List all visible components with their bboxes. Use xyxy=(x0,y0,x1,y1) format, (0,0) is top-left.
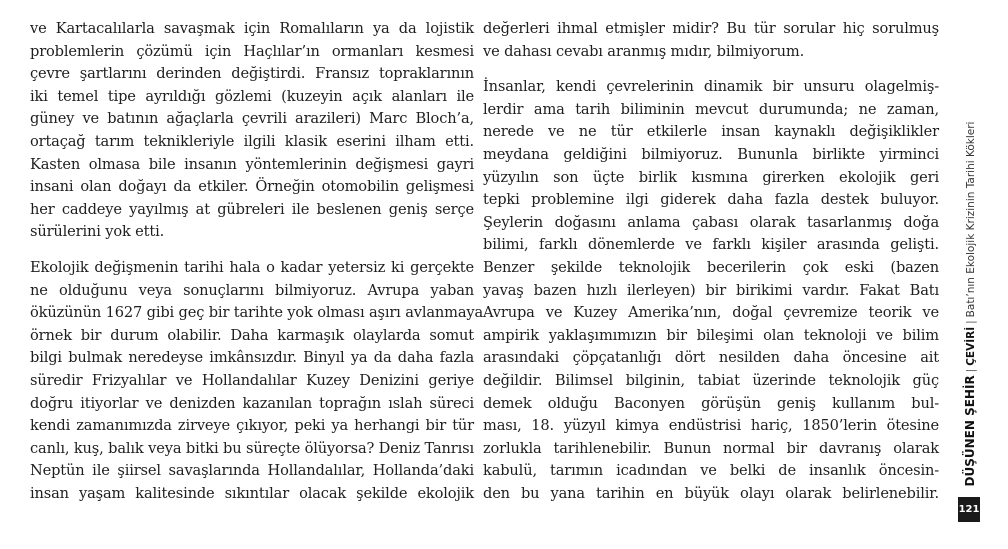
text-line: doğru itiyorlar ve denizden kazanılan toprağın ıslah süreci xyxy=(30,394,474,412)
text-line: demek olduğu Baconyen görüşün geniş kullanım bul- xyxy=(483,394,939,412)
text-line: kendi zamanımızda zirveye çıkıyor, peki ya herhangi bir tür xyxy=(30,417,474,435)
text-line: ması, 18. yüzyıl kimya endüstrisi hariç, 1850’lerin ötesine xyxy=(483,417,939,435)
separator: | xyxy=(965,368,977,373)
text-line: Kasten olmasa bile insanın yöntemlerinin değişmesi gayri xyxy=(30,155,474,173)
text-line: tepki problemine ilgi giderek daha fazla destek buluyor. xyxy=(483,191,939,209)
text-line: den bu yana tarihin en büyük olayı olarak belirlenebilir. xyxy=(483,484,939,502)
text-line: bilimi, farklı dönemlerde ve farklı kişiler arasında gelişti. xyxy=(483,236,939,254)
text-line: çevre şartlarını derinden değiştirdi. Fransız topraklarının xyxy=(30,65,474,83)
text-line: insani olan doğayı da etkiler. Örneğin otomobilin gelişmesi xyxy=(30,178,474,196)
text-line: yavaş bazen hızlı ilerleyen) bir birikimi vardır. Fakat Batı xyxy=(483,281,939,299)
text-line: değerleri ihmal etmişler midir? Bu tür sorular hiç sorulmuş xyxy=(483,20,939,37)
text-line: örnek bir durum olabilir. Daha karmaşık olaylarda somut xyxy=(30,326,474,344)
text-line: ortaçağ tarım teknikleriyle ilgili klasik eserini ilham etti. xyxy=(30,132,474,150)
text-line: güney ve batının ağaçlarla çevrili arazileri) Marc Bloch’a, xyxy=(30,110,474,128)
right-paragraph-2 xyxy=(483,76,939,505)
text-line: ve Kartacalılarla savaşmak için Romalıların ya da lojistik xyxy=(30,20,474,37)
text-line: İnsanlar, kendi çevrelerinin dinamik bir unsuru olagelmiş- xyxy=(483,78,939,96)
text-line: her caddeye yayılmış at gübreleri ile beslenen geniş serçe xyxy=(30,200,474,218)
page-number: 121 xyxy=(958,497,980,522)
text-line: insan yaşam kalitesinde sıkıntılar olacak şekilde ekolojik xyxy=(30,484,474,502)
text-line: canlı, kuş, balık veya bitki bu süreçte ölüyorsa? Deniz Tanrısı xyxy=(30,439,474,457)
text-line: ve dahası cevabı aranmış mıdır, bilmiyorum. xyxy=(483,42,805,60)
text-line: iki temel tipe ayrıldığı gözlemi (kuzeyin açık alanları ile xyxy=(30,87,474,105)
running-header xyxy=(963,122,977,487)
article-title: Batı’nın Ekolojik Krizinin Tarihi Kökleri xyxy=(965,121,977,318)
text-line: lerdir ama tarih biliminin mevcut durumunda; ne zaman, xyxy=(483,100,939,118)
text-line: problemlerin çözümü için Haçlılar’ın ormanları kesmesi xyxy=(30,42,474,60)
text-line: kabulü, tarımın icadından ve belki de insanlık öncesin- xyxy=(483,462,939,480)
separator: | xyxy=(965,320,977,324)
text-line: Şeylerin doğasını anlama çabası olarak tasarlanmış doğa xyxy=(483,213,939,231)
text-line: Benzer şekilde teknolojik becerilerin çok eski (bazen xyxy=(483,258,939,276)
text-line: ne olduğunu veya sonuçlarını bilmiyoruz. Avrupa yaban xyxy=(30,281,474,299)
text-line: süredir Frizyalılar ve Hollandalılar Kuzey Denizini geriye xyxy=(30,371,474,389)
magazine-name: DÜŞÜNEN ŞEHİR xyxy=(963,375,977,487)
text-line: öküzünün 1627 gibi geç bir tarihte yok olması aşırı avlanmaya xyxy=(30,304,484,322)
text-line: ampirik yaklaşımımızın bir bileşimi olan teknoloji ve bilim xyxy=(483,326,939,344)
text-line: Ekolojik değişmenin tarihi hala o kadar yetersiz ki gerçekte xyxy=(30,258,474,276)
text-line: arasındaki çöpçatanlığı dört nesilden daha öncesine ait xyxy=(483,349,939,367)
running-header-sidebar xyxy=(958,0,982,549)
text-line: nerede ve ne tür etkilerle insan kaynaklı değişiklikler xyxy=(483,123,939,141)
right-column xyxy=(483,18,939,505)
left-paragraph-2 xyxy=(30,257,484,506)
right-paragraph-1 xyxy=(483,18,939,63)
text-line: zorlukla tarihlenebilir. Bunun normal bir davranış olarak xyxy=(483,439,939,457)
left-paragraph-1 xyxy=(30,18,474,244)
text-line: meydana geldiğini bilmiyoruz. Bununla birlikte yirminci xyxy=(483,145,939,163)
left-column xyxy=(30,18,484,505)
text-line: Neptün ile şiirsel savaşlarında Hollandalılar, Hollanda’daki xyxy=(30,462,474,480)
text-line: bilgi bulmak neredeyse imkânsızdır. Binyıl ya da daha fazla xyxy=(30,349,474,367)
text-line: yüzyılın son üçte birlik kısmına girerken ekolojik geri xyxy=(483,168,939,186)
section-name: ÇEVİRİ xyxy=(965,326,977,366)
text-line: sürülerini yok etti. xyxy=(30,223,165,241)
text-line: değildir. Bilimsel bilginin, tabiat üzerinde teknolojik güç xyxy=(483,371,939,389)
text-line: Avrupa ve Kuzey Amerika’nın, doğal çevremize teorik ve xyxy=(483,304,939,322)
